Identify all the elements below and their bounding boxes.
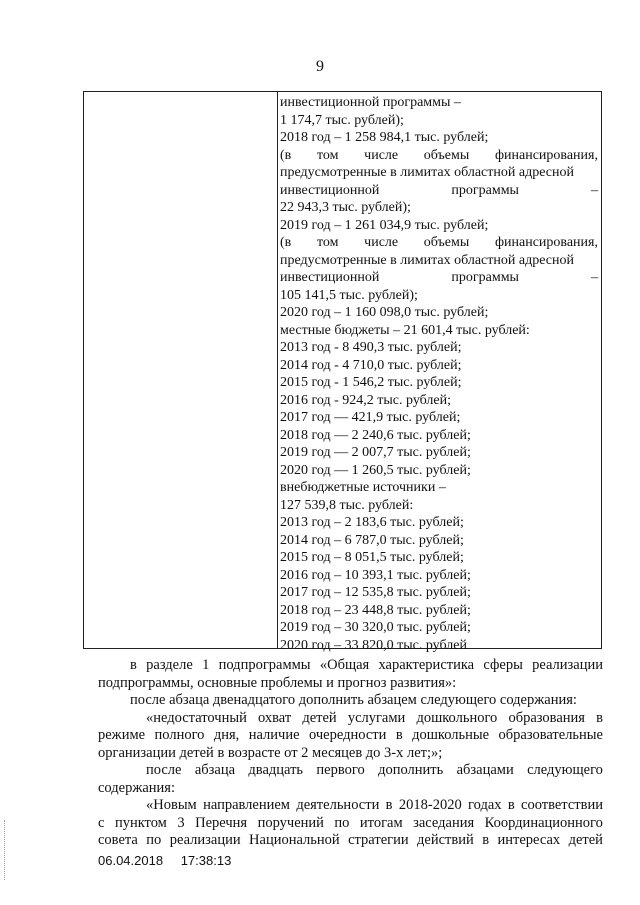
table-line — [280, 182, 598, 200]
body-line: организации детей в возрасте от 2 месяцев до 3-х лет;»; — [98, 744, 443, 761]
body-line — [98, 657, 603, 675]
body-word: в — [130, 657, 137, 673]
table-line: предусмотренные в лимитах областной адресной — [280, 252, 574, 268]
body-word: режиме — [98, 727, 146, 743]
table-line: внебюджетные источники – — [280, 480, 446, 495]
body-word: первого — [316, 762, 365, 778]
table-line: 2017 год — 421,9 тыс. рублей; — [280, 410, 461, 425]
table-column-divider — [277, 92, 278, 648]
body-line: содержания: — [98, 779, 176, 796]
body-word: абзацами — [456, 762, 514, 778]
body-word: после — [146, 762, 182, 778]
body-word: по — [146, 832, 162, 848]
financing-table — [83, 91, 602, 653]
table-line: 2018 год – 23 448,8 тыс. рублей; — [280, 602, 471, 618]
table-word: объемы — [423, 147, 470, 163]
table-line: 22 943,3 тыс. рублей); — [280, 200, 411, 215]
body-word: разделе — [146, 657, 193, 673]
table-line: инвестиционной программы – — [280, 95, 461, 110]
body-word: в — [596, 709, 603, 726]
body-word: дошкольного — [416, 709, 498, 726]
body-word: в — [482, 832, 490, 848]
table-line: 2020 год – 33 820,0 тыс. рублей — [280, 637, 467, 653]
table-word: – — [590, 182, 598, 198]
table-line: 2018 год — 2 240,6 тыс. рублей; — [280, 427, 471, 443]
table-line — [280, 147, 598, 165]
body-line — [98, 762, 603, 780]
table-word: том — [316, 147, 339, 163]
body-word: двадцать — [248, 762, 304, 778]
body-line — [98, 797, 603, 815]
body-word: детей — [302, 709, 337, 726]
body-word: Национальной — [249, 832, 340, 848]
body-word: 1 — [202, 657, 210, 673]
body-text — [98, 657, 603, 850]
body-word: «недостаточный — [146, 709, 247, 726]
table-line: местные бюджеты – 21 601,4 тыс. рублей: — [280, 322, 530, 338]
print-time: 17:38:13 — [180, 853, 232, 868]
table-line: 1 174,7 тыс. рублей); — [280, 112, 404, 128]
table-line: 2016 год – 10 393,1 тыс. рублей; — [280, 567, 471, 583]
body-word: услугами — [347, 709, 406, 726]
table-word: программы — [451, 182, 519, 198]
table-line: 2020 год – 1 160 098,0 тыс. рублей; — [280, 305, 489, 320]
body-word: действий — [417, 832, 474, 848]
table-word: инвестиционной — [280, 182, 380, 198]
table-word: (в — [280, 147, 292, 163]
body-word: реализации — [169, 832, 241, 848]
table-line: 2013 год – 2 183,6 тыс. рублей; — [280, 515, 464, 530]
body-word: 3 — [177, 814, 185, 831]
table-line: 2020 год — 1 260,5 тыс. рублей; — [280, 462, 471, 478]
body-word: сферы — [483, 657, 523, 673]
table-word: числе — [364, 235, 399, 250]
table-line — [280, 234, 598, 252]
table-line: 2014 год - 4 710,0 тыс. рублей; — [280, 357, 462, 373]
table-line: 2019 год – 1 261 034,9 тыс. рублей; — [280, 217, 489, 233]
body-word: деятельности — [296, 797, 380, 813]
table-line: 2013 год - 8 490,3 тыс. рублей; — [280, 340, 462, 355]
body-word: полного — [154, 727, 205, 743]
table-word: инвестиционной — [280, 270, 380, 285]
body-word: образования — [508, 709, 585, 726]
table-word: (в — [280, 235, 292, 250]
body-word: совета — [98, 832, 138, 848]
body-word: наличие — [248, 727, 300, 743]
body-word: подпрограммы — [218, 657, 311, 673]
body-word: «Общая — [319, 657, 370, 673]
table-line: 2019 год – 30 320,0 тыс. рублей; — [280, 620, 471, 635]
table-line — [280, 269, 598, 287]
body-word: в — [395, 727, 403, 743]
table-word: финансирования, — [494, 147, 598, 163]
body-word: дня, — [213, 727, 240, 743]
table-word: финансирования, — [494, 235, 598, 250]
table-line: 2019 год — 2 007,7 тыс. рублей; — [280, 445, 471, 460]
body-line — [98, 710, 603, 728]
body-word: в — [507, 797, 515, 813]
table-line: 127 539,8 тыс. рублей: — [280, 497, 414, 513]
body-word: следующего — [527, 762, 603, 778]
body-word: пунктом — [114, 814, 167, 831]
body-word: 2018-2020 — [398, 797, 462, 813]
table-word: программы — [451, 270, 519, 285]
body-line: после абзаца двенадцатого дополнить абзацем следующего содержания: — [130, 692, 577, 708]
body-word: характеристика — [378, 657, 475, 673]
body-word: в — [385, 797, 393, 813]
table-cell-content — [280, 94, 598, 654]
body-line — [98, 727, 603, 745]
table-line: 105 141,5 тыс. рублей); — [280, 287, 418, 303]
table-line: 2016 год - 924,2 тыс. рублей; — [280, 392, 452, 408]
body-word: реализации — [532, 657, 603, 673]
table-word: числе — [364, 147, 399, 163]
body-word: «Новым — [146, 797, 197, 813]
body-word: интересах — [497, 832, 561, 848]
table-line: предусмотренные в лимитах областной адресной — [280, 165, 574, 180]
body-word: Координационного — [484, 814, 603, 831]
body-word: итогам — [359, 814, 403, 831]
body-word: с — [98, 814, 105, 831]
margin-mark — [4, 820, 9, 880]
body-word: заседания — [413, 814, 475, 831]
body-word: годах — [468, 797, 502, 813]
body-word: очередности — [308, 727, 387, 743]
body-word: по — [334, 814, 350, 831]
table-line: 2018 год – 1 258 984,1 тыс. рублей; — [280, 130, 489, 145]
body-word: дополнить — [378, 762, 444, 778]
table-line: 2015 год - 1 546,2 тыс. рублей; — [280, 375, 462, 390]
body-word: стратегии — [348, 832, 409, 848]
body-line: подпрограммы, основные проблемы и прогноз развития»: — [98, 674, 457, 691]
table-word: том — [316, 235, 339, 250]
print-date: 06.04.2018 — [98, 853, 164, 868]
print-timestamp — [98, 853, 231, 868]
body-word: Перечня — [195, 814, 248, 831]
table-line: 2017 год – 12 535,8 тыс. рублей; — [280, 585, 471, 600]
body-word: направлением — [203, 797, 290, 813]
body-line — [98, 815, 603, 833]
body-word: соответствии — [521, 797, 603, 813]
table-line: 2015 год – 8 051,5 тыс. рублей; — [280, 550, 464, 565]
body-word: абзаца — [194, 762, 236, 778]
body-line — [98, 832, 603, 850]
body-word: охват — [257, 709, 292, 726]
table-word: – — [590, 270, 598, 285]
body-word: детей — [568, 832, 603, 848]
body-word: образовательные — [498, 727, 603, 743]
table-line: 2014 год – 6 787,0 тыс. рублей; — [280, 532, 464, 548]
page-number: 9 — [316, 58, 324, 75]
table-word: объемы — [423, 235, 470, 250]
body-word: дошкольные — [412, 727, 490, 743]
body-word: поручений — [257, 814, 324, 831]
